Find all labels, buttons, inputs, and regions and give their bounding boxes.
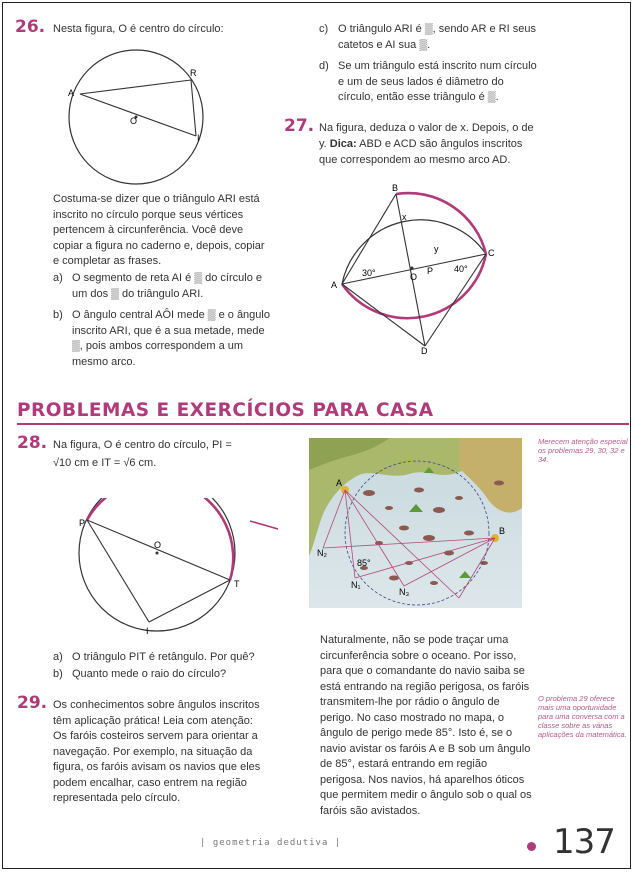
q26-figure — [60, 40, 250, 190]
q28-item-a-letter: a) — [53, 651, 63, 663]
q28-label-p: P — [79, 518, 86, 528]
q27-label-c: C — [488, 248, 495, 258]
q28-line2: √10 cm e IT = √6 cm. — [53, 457, 157, 469]
side-note-2: O problema 29 oferece mais uma oportunidade para uma conversa com a classe sobre as várias aplicações da matemática. — [538, 694, 627, 739]
q27-number: 27. — [284, 116, 315, 136]
section-rule — [17, 423, 629, 425]
q26-prompt: Nesta figura, O é centro do círculo: — [53, 23, 224, 35]
pointer-stroke — [248, 518, 280, 532]
q27-label-d: D — [421, 346, 428, 356]
q26-paragraph: Costuma-se dizer que o triângulo ARI está inscrito no círculo porque seus vértices pertencem à circunferência. Você deve copiar a figura no caderno e, depois, copiar e completar as frases. — [53, 193, 265, 267]
q26-item-a-letter: a) — [53, 272, 63, 284]
q28-item-a: O triângulo PIT é retângulo. Por quê? — [72, 651, 255, 663]
q26-item-b-letter: b) — [53, 309, 63, 321]
q28-label-o: O — [154, 540, 162, 550]
q28-label-i: I — [146, 626, 149, 636]
q26-item-c-letter: c) — [319, 23, 329, 35]
q27-label-x: x — [402, 212, 407, 222]
q28-number: 28. — [17, 433, 48, 453]
q26-item-d: Se um triângulo está inscrito num círculo e um de seus lados é diâmetro do círculo, então esse triângulo é ▒. — [338, 60, 537, 103]
q27-line2 — [319, 137, 522, 153]
q26-label-i: I — [197, 133, 200, 143]
q27-figure — [330, 182, 510, 357]
footer-text: | geometria dedutiva | — [200, 838, 342, 848]
q27-label-40: 40° — [454, 264, 468, 274]
map-label-n2: N₂ — [317, 548, 327, 558]
side-note-1: Merecem atenção especial os problemas 29, 30, 32 e 34. — [538, 437, 628, 464]
q26-item-a: O segmento de reta AI é ▒ do círculo e um dos ▒ do triângulo ARI. — [72, 272, 263, 300]
map-label-a: A — [336, 478, 343, 488]
q28-item-b: Quanto mede o raio do círculo? — [72, 668, 227, 680]
q26-number: 26. — [15, 17, 46, 37]
q27-label-b: B — [392, 183, 399, 193]
q28-label-t: T — [234, 579, 240, 589]
q26-item-c: O triângulo ARI é ▒, sendo AR e RI seus catetos e AI sua ▒. — [338, 23, 536, 51]
page-number: 137 — [553, 822, 615, 862]
q27-line3: que correspondem ao mesmo arco AD. — [319, 154, 511, 166]
footer-dot — [527, 842, 536, 851]
map-label-b: B — [499, 526, 506, 536]
q26-item-d-letter: d) — [319, 60, 329, 72]
q27-line2-post: ABD e ACD são ângulos inscritos — [356, 138, 523, 150]
q27-line2-pre: y. — [319, 138, 330, 150]
q28-figure — [70, 498, 270, 648]
section-title: PROBLEMAS E EXERCÍCIOS PARA CASA — [17, 400, 434, 421]
q29-number: 29. — [17, 693, 48, 713]
map-label-angle: 85° — [357, 558, 371, 568]
q26-label-r: R — [190, 68, 197, 78]
q27-label-30: 30° — [362, 268, 376, 278]
q27-dica: Dica: — [329, 138, 357, 150]
q28-line1: Na figura, O é centro do círculo, PI = — [53, 439, 232, 451]
q26-label-a: A — [68, 88, 75, 98]
q26-item-b: O ângulo central AÔI mede ▒ e o ângulo inscrito ARI, que é a sua metade, mede ▒, pois ambos correspondem a um mesmo arco. — [72, 309, 270, 368]
q27-label-y: y — [434, 244, 439, 254]
q27-label-p: P — [427, 266, 434, 276]
map-label-n3: N₃ — [399, 587, 410, 597]
q27-line1: Na figura, deduza o valor de x. Depois, o de — [319, 122, 534, 134]
q29-left-text: Os conhecimentos sobre ângulos inscritos têm aplicação prática! Leia com atenção: Os faróis costeiros servem para orientar a navegação. Por exemplo, na situação da figura, os faróis avisam os navios que eles podem encalhar, caso entrem na região representada pelo círculo. — [53, 699, 261, 804]
map-label-n1: N₁ — [351, 580, 361, 590]
q27-label-o: O — [410, 272, 418, 282]
q27-label-a: A — [331, 280, 338, 290]
q28-item-b-letter: b) — [53, 668, 63, 680]
q26-label-o: O — [130, 116, 138, 126]
q29-right-text: Naturalmente, não se pode traçar uma circunferência sobre o oceano. Por isso, para que o comandante do navio saiba se está entrando na região perigosa, os faróis transmitem-lhe por rádio o ângulo de perigo. No caso mostrado no mapa, o ângulo de perigo mede 85°. Isto é, se o navio avistar os faróis A e B sob um ângulo de 85°, estará entrando em região perigosa. Nos navios, há aparelhos óticos que permitem medir o ângulo sob o qual os faróis são avistados. — [320, 634, 532, 817]
lighthouse-map — [309, 438, 522, 608]
